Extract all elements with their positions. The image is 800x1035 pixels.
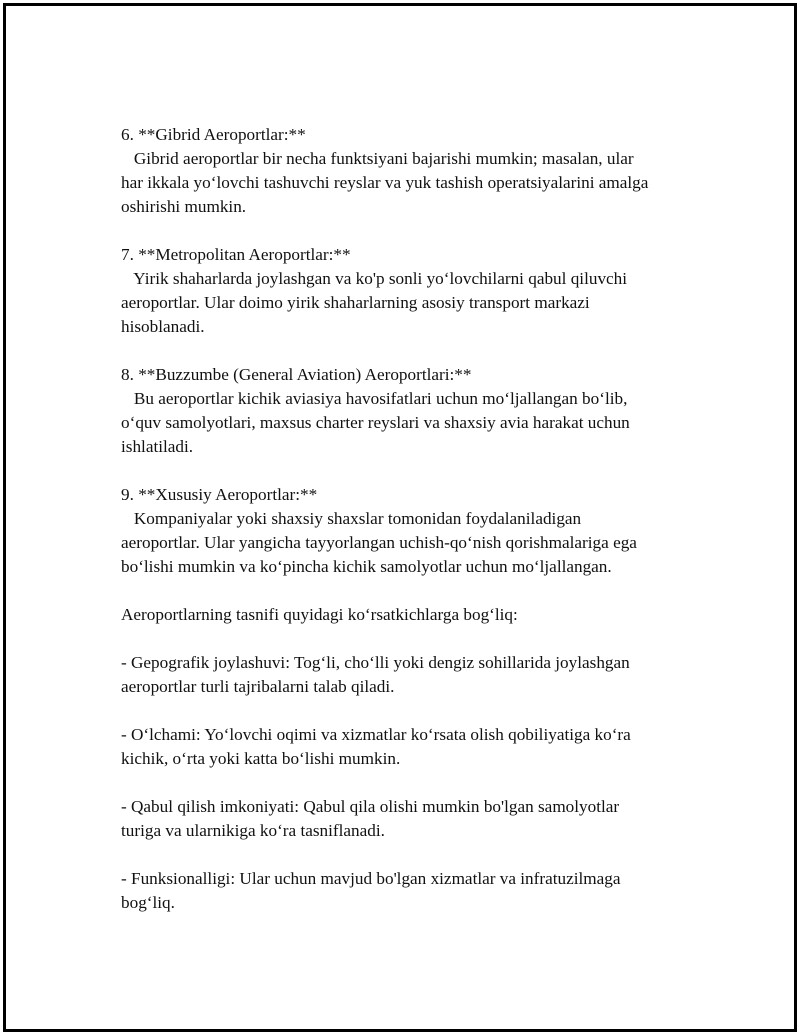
criterion-line: - Gepografik joylashuvi: Tog‘li, cho‘lli yoki dengiz sohillarida joylashgan xyxy=(121,653,630,672)
criterion-location xyxy=(121,651,721,699)
section-heading: 9. **Xususiy Aeroportlar:** xyxy=(121,485,318,504)
criterion-capacity xyxy=(121,795,721,843)
section-line: har ikkala yo‘lovchi tashuvchi reyslar va yuk tashish operatsiyalarini amalga xyxy=(121,173,649,192)
section-line: Gibrid aeroportlar bir necha funktsiyani bajarishi mumkin; masalan, ular xyxy=(121,149,634,168)
section-line: o‘quv samolyotlari, maxsus charter reyslari va shaxsiy avia harakat uchun xyxy=(121,413,630,432)
criterion-line: - O‘lchami: Yo‘lovchi oqimi va xizmatlar ko‘rsata olish qobiliyatiga ko‘ra xyxy=(121,725,631,744)
section-8 xyxy=(121,363,721,459)
criterion-line: kichik, o‘rta yoki katta bo‘lishi mumkin. xyxy=(121,749,401,768)
criterion-line: bog‘liq. xyxy=(121,893,175,912)
section-7 xyxy=(121,243,721,339)
criterion-line: turiga va ularnikiga ko‘ra tasniflanadi. xyxy=(121,821,385,840)
criterion-size xyxy=(121,723,721,771)
section-line: aeroportlar. Ular doimo yirik shaharlarning asosiy transport markazi xyxy=(121,293,590,312)
criterion-functionality xyxy=(121,867,721,915)
section-line: Kompaniyalar yoki shaxsiy shaxslar tomonidan foydalaniladigan xyxy=(121,509,582,528)
section-heading: 8. **Buzzumbe (General Aviation) Aeroportlari:** xyxy=(121,365,472,384)
section-heading: 6. **Gibrid Aeroportlar:** xyxy=(121,125,306,144)
section-line: Bu aeroportlar kichik aviasiya havosifatlari uchun mo‘ljallangan bo‘lib, xyxy=(121,389,628,408)
document-body xyxy=(121,123,721,939)
section-line: bo‘lishi mumkin va ko‘pincha kichik samolyotlar uchun mo‘ljallangan. xyxy=(121,557,612,576)
criterion-line: - Funksionalligi: Ular uchun mavjud bo'lgan xizmatlar va infratuzilmaga xyxy=(121,869,621,888)
section-line: oshirishi mumkin. xyxy=(121,197,247,216)
section-heading: 7. **Metropolitan Aeroportlar:** xyxy=(121,245,351,264)
section-line: aeroportlar. Ular yangicha tayyorlangan uchish-qo‘nish qorishmalariga ega xyxy=(121,533,637,552)
page-frame xyxy=(3,3,797,1032)
intro-line: Aeroportlarning tasnifi quyidagi ko‘rsatkichlarga bog‘liq: xyxy=(121,605,518,624)
section-9 xyxy=(121,483,721,579)
section-6 xyxy=(121,123,721,219)
section-line: ishlatiladi. xyxy=(121,437,194,456)
section-line: hisoblanadi. xyxy=(121,317,205,336)
criterion-line: - Qabul qilish imkoniyati: Qabul qila olishi mumkin bo'lgan samolyotlar xyxy=(121,797,620,816)
criterion-line: aeroportlar turli tajribalarni talab qiladi. xyxy=(121,677,395,696)
section-line: Yirik shaharlarda joylashgan va ko'p sonli yo‘lovchilarni qabul qiluvchi xyxy=(121,269,628,288)
classification-intro xyxy=(121,603,721,627)
